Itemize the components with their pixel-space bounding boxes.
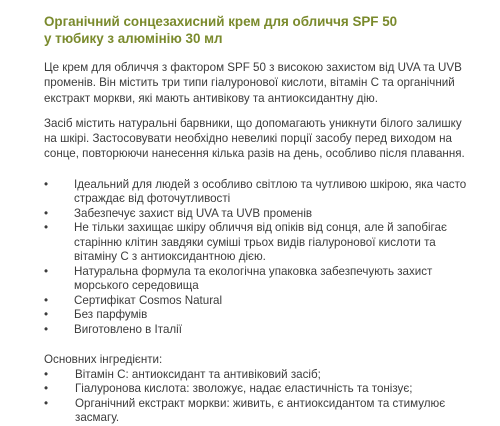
list-item: • Органічний екстракт моркви: живить, є антиоксидантом та стимулює засмагу. [44, 396, 446, 425]
list-item: • Сертифікат Cosmos Natural [44, 293, 223, 307]
bullet-icon: • [44, 177, 49, 191]
usage-paragraph: Засіб містить натуральні барвники, що допомагають уникнути білого залишку на шкірі. Застосовувати необхідно невеликі порції засобу перед виходом на сонце, повторюючи нанесення кілька разів на день, особливо після плавання. [44, 116, 465, 161]
list-item: • Гіалуронова кислота: зволожує, надає еластичність та тонізує; [44, 382, 413, 396]
product-title-line-1: Органічний сонцезахисний крем для обличчя SPF 50 [44, 14, 398, 29]
bullet-icon: • [44, 322, 49, 336]
bullet-icon: • [44, 367, 49, 381]
product-title-line-2: у тюбику з алюмінію 30 мл [44, 31, 223, 46]
bullet-icon: • [44, 221, 49, 235]
bullet-icon: • [44, 396, 49, 410]
intro-paragraph: Це крем для обличчя з фактором SPF 50 з високою захистом від UVA та UVB променів. Він містить три типи гіалуронової кислоти, вітамін С та органічний екстракт моркви, які мають антивікову та антиоксидантну дію. [44, 61, 462, 105]
bullet-icon: • [44, 264, 49, 278]
bullet-icon: • [44, 206, 49, 220]
bullet-icon: • [44, 293, 49, 307]
list-item: • Без парфумів [44, 308, 148, 322]
list-item: • Виготовлено в Італії [44, 322, 182, 336]
ingredients-heading: Основних інгредієнти: [44, 353, 163, 367]
bullet-icon: • [44, 382, 49, 396]
list-item: • Ідеальний для людей з особливо світлою та чутливою шкірою, яка часто страждає від фоточутливості [44, 177, 467, 206]
benefits-list [44, 178, 473, 338]
list-item: • Вітамін С: антиоксидант та антивіковий засіб; [44, 367, 321, 381]
product-title [44, 13, 473, 47]
ingredients-list [44, 368, 473, 426]
list-item: • Забезпечує захист від UVA та UVB променів [44, 206, 313, 220]
list-item: • Не тільки захищає шкіру обличчя від опіків від сонця, але й запобігає старінню клітин завдяки суміші трьох видів гіалуронової кислоти та вітаміну С з антиоксидантною дією. [44, 221, 447, 264]
list-item: • Натуральна формула та екологічна упаковка забезпечують захист морського середовища [44, 264, 433, 293]
bullet-icon: • [44, 308, 49, 322]
